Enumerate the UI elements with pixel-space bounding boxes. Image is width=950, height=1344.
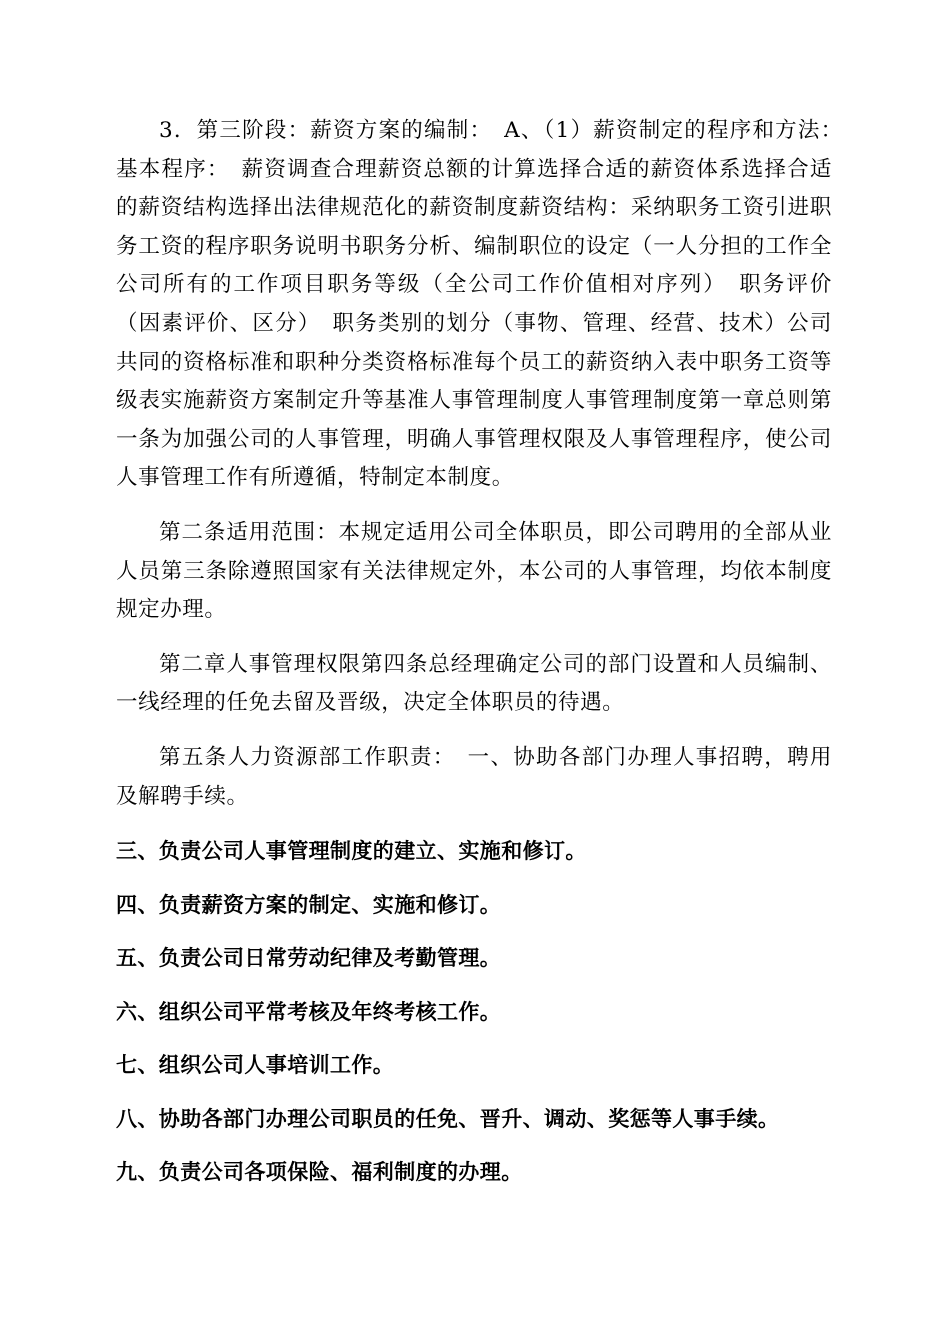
duty-item: 九、负责公司各项保险、福利制度的办理。 [116, 1160, 523, 1185]
document-body [116, 112, 855, 1187]
duty-item: 七、组织公司人事培训工作。 [116, 1053, 395, 1078]
duty-item: 六、组织公司平常考核及年终考核工作。 [116, 999, 502, 1024]
paragraph-hr-duties: 第五条人力资源部工作职责： 一、协助各部门办理人事招聘，聘用及解聘手续。 [116, 744, 832, 809]
duty-item: 八、协助各部门办理公司职员的任免、晋升、调动、奖惩等人事手续。 [116, 1106, 780, 1131]
duty-item: 四、负责薪资方案的制定、实施和修订。 [116, 892, 502, 917]
duty-list [116, 836, 832, 1187]
duty-item: 五、负责公司日常劳动纪律及考勤管理。 [116, 946, 502, 971]
paragraph-scope: 第二条适用范围：本规定适用公司全体职员，即公司聘用的全部从业人员第三条除遵照国家有关法律规定外，本公司的人事管理，均依本制度规定办理。 [116, 519, 832, 623]
duty-item: 三、负责公司人事管理制度的建立、实施和修订。 [116, 839, 587, 864]
paragraph-authority: 第二章人事管理权限第四条总经理确定公司的部门设置和人员编制、一线经理的任免去留及晋级，决定全体职员的待遇。 [116, 651, 832, 716]
paragraph-salary-plan: 3．第三阶段：薪资方案的编制： A、（1）薪资制定的程序和方法： 基本程序： 薪资调查合理薪资总额的计算选择合适的薪资体系选择合适的薪资结构选择出法律规范化的薪资制度薪资结构：采纳职务工资引进职务工资的程序职务说明书职务分析、编制职位的设定（一人分担的工作全公司所有的工作项目职务等级（全公司工作价值相对序列） 职务评价（因素评价、区分） 职务类别的划分（事物、管理、经营、技术）公司共同的资格标准和职种分类资格标准每个员工的薪资纳入表中职务工资等级表实施薪资方案制定升等基准人事管理制度人事管理制度第一章总则第一条为加强公司的人事管理，明确人事管理权限及人事管理程序，使公司人事管理工作有所遵循，特制定本制度。 [116, 118, 855, 491]
